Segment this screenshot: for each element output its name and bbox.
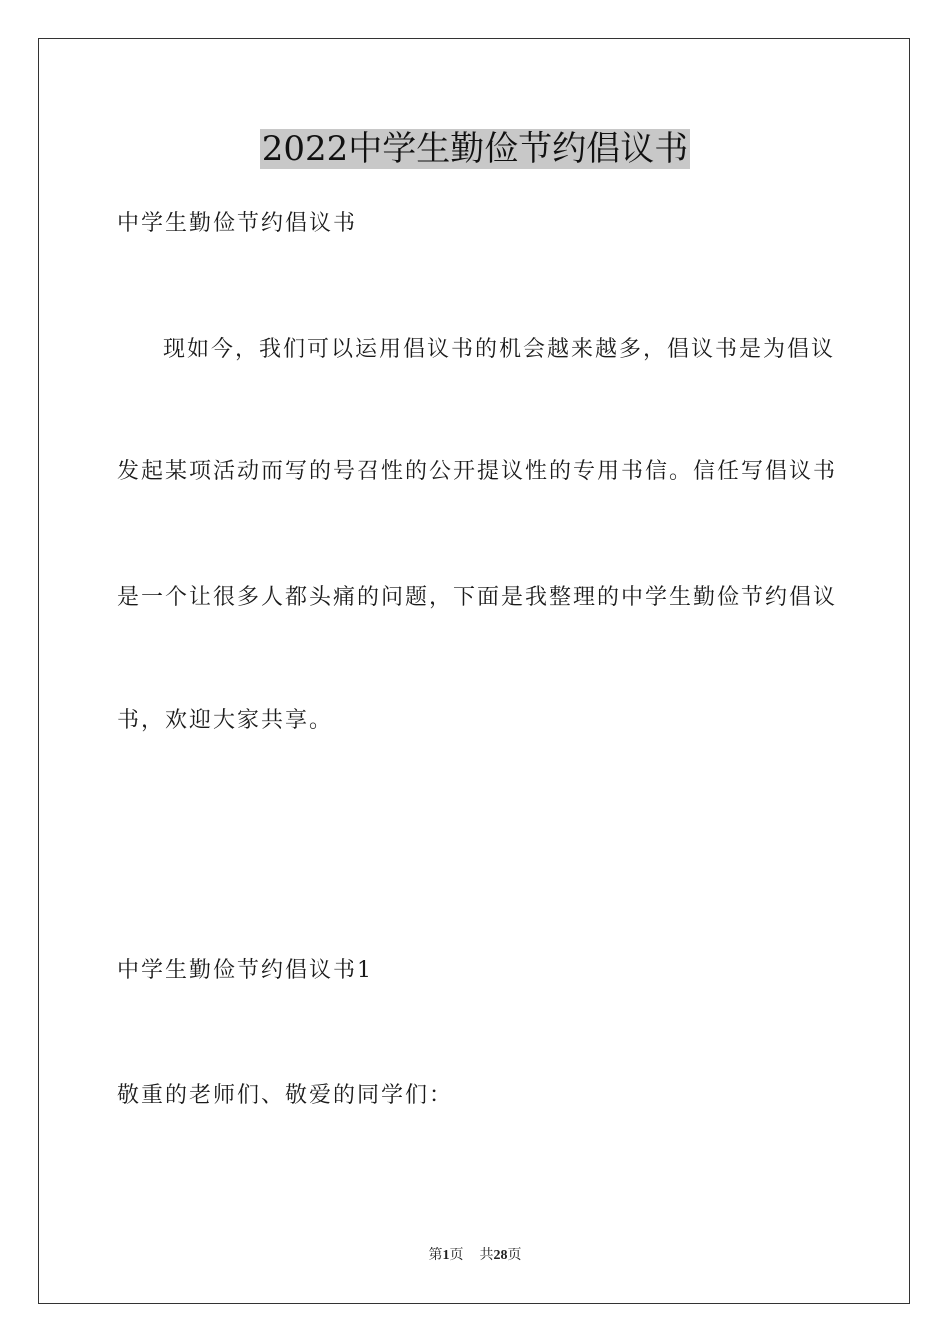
footer-total-pages: 28 xyxy=(493,1248,508,1263)
document-title xyxy=(0,126,950,172)
intro-line-3: 是一个让很多人都头痛的问题，下面是我整理的中学生勤俭节约倡议 xyxy=(117,585,838,610)
footer-total-prefix: 共 xyxy=(479,1248,494,1263)
intro-line-4: 书，欢迎大家共享。 xyxy=(117,708,334,733)
intro-line-2: 发起某项活动而写的号召性的公开提议性的专用书信。信任写倡议书 xyxy=(117,459,838,484)
section-heading: 中学生勤俭节约倡议书1 xyxy=(117,958,373,983)
salutation: 敬重的老师们、敬爱的同学们： xyxy=(117,1083,454,1108)
footer-total-suffix: 页 xyxy=(507,1248,522,1263)
page-footer xyxy=(0,1247,950,1265)
footer-page-suffix: 页 xyxy=(449,1248,464,1263)
footer-page-prefix: 第 xyxy=(428,1248,443,1263)
document-title-text: 2022中学生勤俭节约倡议书 xyxy=(261,129,689,169)
document-subtitle: 中学生勤俭节约倡议书 xyxy=(117,211,358,236)
footer-page-number: 1 xyxy=(442,1248,450,1263)
intro-line-1: 现如今，我们可以运用倡议书的机会越来越多，倡议书是为倡议 xyxy=(163,337,836,362)
